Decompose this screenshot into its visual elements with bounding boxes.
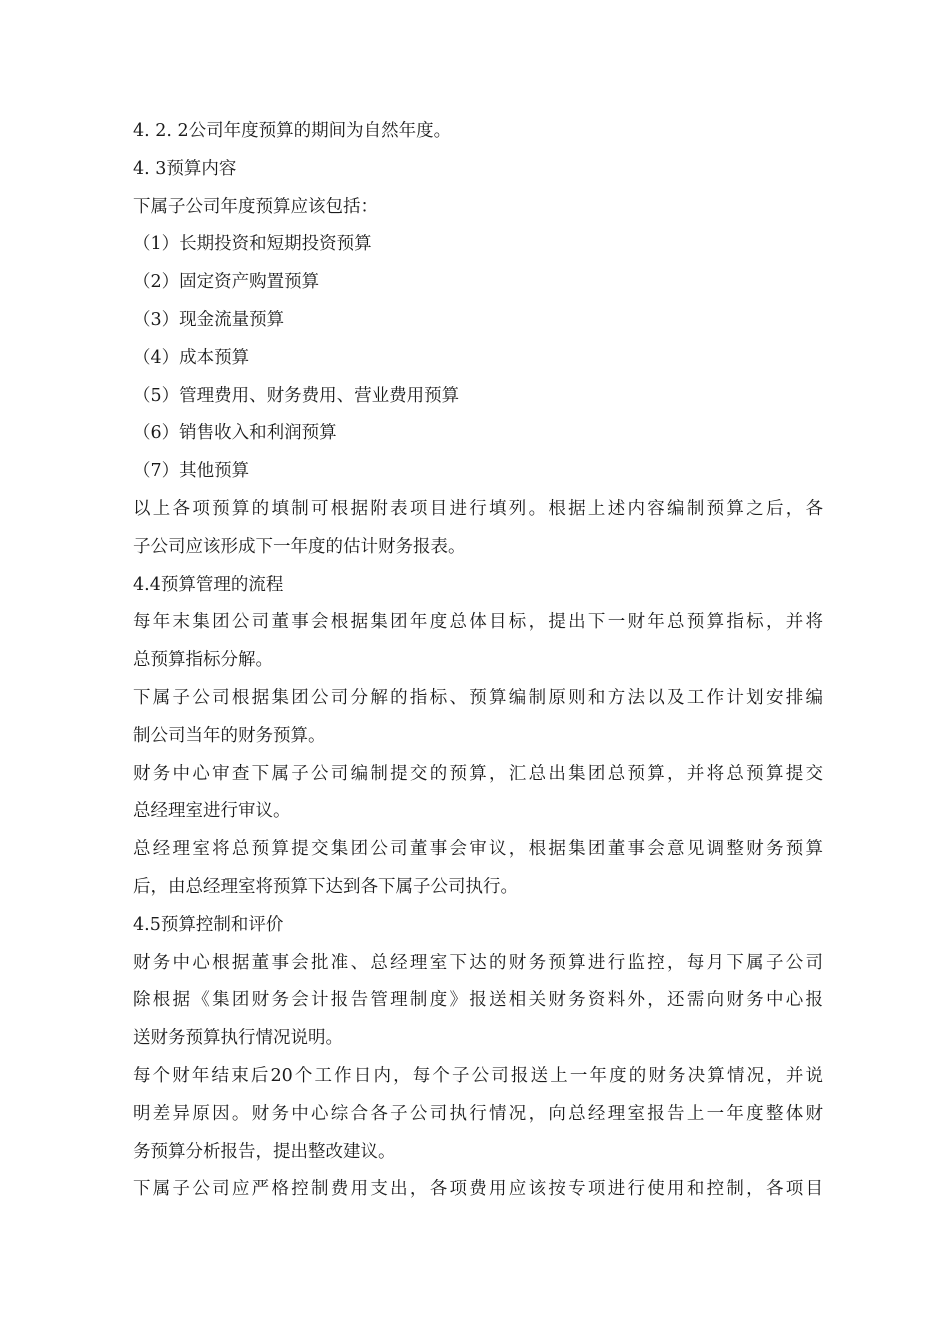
paragraph-line: 财务中心根据董事会批准、总经理室下达的财务预算进行监控，每月下属子公司 [133, 952, 823, 973]
section-heading-4-5: 4.5预算控制和评价 [133, 914, 284, 935]
list-item: （4）成本预算 [133, 347, 250, 368]
paragraph-line: 制公司当年的财务预算。 [133, 725, 326, 746]
paragraph-line: 总经理室将总预算提交集团公司董事会审议，根据集团董事会意见调整财务预算 [133, 839, 823, 860]
paragraph-line: 下属子公司应严格控制费用支出，各项费用应该按专项进行使用和控制，各项目 [133, 1179, 823, 1200]
list-item: （7）其他预算 [133, 461, 250, 482]
paragraph-line: 下属子公司根据集团公司分解的指标、预算编制原则和方法以及工作计划安排编 [133, 687, 823, 708]
paragraph-line: 总经理室进行审议。 [133, 801, 291, 822]
section-heading-4-4: 4.4预算管理的流程 [133, 574, 284, 595]
paragraph-line: 子公司应该形成下一年度的估计财务报表。 [133, 536, 466, 557]
list-item: （3）现金流量预算 [133, 309, 285, 330]
list-item: （2）固定资产购置预算 [133, 272, 320, 293]
paragraph-line: 后，由总经理室将预算下达到各下属子公司执行。 [133, 876, 518, 897]
list-item: （6）销售收入和利润预算 [133, 423, 337, 444]
list-item: （1）长期投资和短期投资预算 [133, 234, 372, 255]
paragraph-line: 以上各项预算的填制可根据附表项目进行填列。根据上述内容编制预算之后，各 [133, 498, 823, 519]
paragraph-line: 送财务预算执行情况说明。 [133, 1028, 343, 1049]
paragraph-line: 总预算指标分解。 [133, 650, 273, 671]
list-item: （5）管理费用、财务费用、营业费用预算 [133, 385, 460, 406]
paragraph-line: 每年末集团公司董事会根据集团年度总体目标，提出下一财年总预算指标，并将 [133, 612, 823, 633]
section-heading-4-2-2: 4. 2. 2公司年度预算的期间为自然年度。 [133, 121, 452, 141]
section-heading-4-3: 4. 3预算内容 [133, 158, 237, 179]
body-text: 下属子公司年度预算应该包括： [133, 196, 378, 217]
paragraph-line: 财务中心审查下属子公司编制提交的预算，汇总出集团总预算，并将总预算提交 [133, 763, 823, 784]
document-body [133, 113, 823, 1209]
paragraph-line: 除根据《集团财务会计报告管理制度》报送相关财务资料外，还需向财务中心报 [133, 990, 823, 1011]
paragraph-line: 务预算分析报告，提出整改建议。 [133, 1141, 396, 1162]
paragraph-line: 每个财年结束后20个工作日内，每个子公司报送上一年度的财务决算情况，并说 [133, 1065, 823, 1086]
paragraph-line: 明差异原因。财务中心综合各子公司执行情况，向总经理室报告上一年度整体财 [133, 1103, 823, 1124]
